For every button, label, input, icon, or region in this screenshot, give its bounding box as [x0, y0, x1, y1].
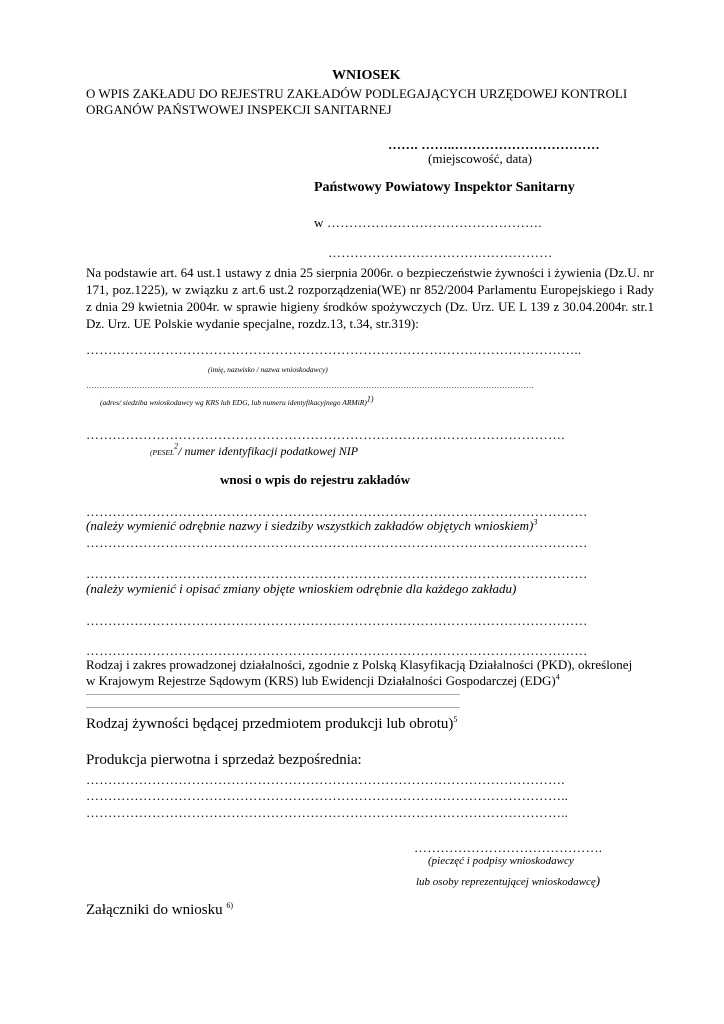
food-type-wrap: [86, 716, 457, 733]
activity-footnote: 4: [555, 672, 560, 682]
pesel-label: (PESEL: [150, 448, 175, 457]
nip-label: / numer identyfikacji podatkowej NIP: [178, 444, 359, 458]
attachments-footnote: 6): [226, 901, 234, 910]
food-type-text: Rodzaj żywności będącej przedmiotem produkcji lub obrotu): [86, 716, 454, 732]
activity-text-line2: w Krajowym Rejestrze Sądowym (KRS) lub Ewidencji Działalności Gospodarczej (EDG): [86, 673, 556, 688]
attachments-wrap: [86, 902, 233, 919]
changes-dots-2: ……………………………………………………………………………………………………: [86, 613, 588, 628]
primary-production-dots-2: ………………………………………………………………………………………………..: [86, 788, 569, 803]
activity-text-line1: Rodzaj i zakres prowadzonej działalności, zgodnie z Polską Klasyfikacją Działalności (PKD), określonej: [86, 657, 633, 672]
applicant-name-dots: …………………………………………………………………………………………………..: [86, 342, 582, 357]
activity-text-line2-wrap: [86, 673, 560, 689]
document-subtitle-line2: ORGANÓW PAŃSTWOWEJ INSPEKCJI SANITARNEJ: [86, 102, 392, 117]
signature-label-2-close: ): [595, 873, 601, 888]
document-subtitle-line1: O WPIS ZAKŁADU DO REJESTRU ZAKŁADÓW PODLEGAJĄCYCH URZĘDOWEJ KONTROLI: [86, 86, 628, 101]
place-date-label: (miejscowość, data): [428, 151, 532, 166]
addressee-w-line: w ………………………………………….: [314, 215, 542, 230]
addressee-title: Państwowy Powiatowy Inspektor Sanitarny: [314, 180, 575, 195]
establishments-dots-1: ……………………………………………………………………………………………………: [86, 504, 588, 519]
changes-dots-1: ……………………………………………………………………………………………………: [86, 566, 588, 581]
place-date-dots: ……. ……..……………………………: [388, 137, 600, 152]
addressee-extra-line: ……………………………………………: [328, 245, 553, 260]
applicant-address-footnote: 1): [366, 394, 374, 404]
applicant-id-dots: ……………………………………………………………………………………………….: [86, 427, 565, 442]
primary-production-dots-3: ………………………………………………………………………………………………..: [86, 805, 569, 820]
signature-dots: …………………………………….: [414, 840, 603, 855]
signature-label-2: lub osoby reprezentującej wnioskodawcę: [416, 876, 596, 888]
food-type-footnote: 5: [453, 715, 458, 724]
applicant-address-dots: ……………………………………………………………………………………………………………………………………………………: [86, 381, 534, 390]
legal-basis-paragraph: Na podstawie art. 64 ust.1 ustawy z dnia 25 sierpnia 2006r. o bezpieczeństwie żywności i żywienia (Dz.U. nr 171, poz.1225), w związku z art.6 ust.2 rozporządzenia(WE) nr 852/2004 Parlamentu Europejskiego i Rady z dnia 29 kwietnia 2004r. w sprawie higieny środków spożywczych (Dz. Urz. UE L 139 z 30.04.2004r. str.1 Dz. Urz. UE Polskie wydanie specjalne, rozdz.13, t.34, str.319):: [86, 265, 654, 331]
pesel-footnote: 2: [174, 441, 179, 451]
establishments-footnote: 3: [533, 517, 538, 527]
applicant-address-label: (adres/ siedziba wnioskodawcy wg KRS lub EDG, lub numeru identyfikacyjnego ARMiR): [100, 398, 367, 407]
document-title: WNIOSEK: [332, 68, 401, 83]
primary-production-text: Produkcja pierwotna i sprzedaż bezpośrednia:: [86, 752, 362, 768]
applicant-name-label: (imię, nazwisko / nazwa wnioskodawcy): [208, 365, 328, 374]
establishments-dots-2: ……………………………………………………………………………………………………: [86, 535, 588, 550]
request-heading: wnosi o wpis do rejestru zakładów: [220, 472, 411, 487]
attachments-text: Załączniki do wniosku: [86, 902, 223, 918]
applicant-id-label: [150, 442, 358, 460]
changes-label: (należy wymienić i opisać zmiany objęte wnioskiem odrębnie dla każdego zakładu): [86, 581, 517, 596]
applicant-address-label-wrap: [100, 394, 374, 407]
establishments-label: (należy wymienić odrębnie nazwy i siedziby wszystkich zakładów objętych wnioskiem): [86, 518, 534, 533]
primary-production-dots-1: ……………………………………………………………………………………………….: [86, 772, 565, 787]
activity-fine-dots-1: ...........................................................................................................................................................................................: [86, 688, 460, 697]
signature-label-1: (pieczęć i podpisy wnioskodawcy: [428, 855, 574, 867]
activity-fine-dots-2: ...........................................................................................................................................................................................: [86, 701, 460, 710]
signature-label-2-wrap: [416, 873, 600, 889]
changes-dots-3: ……………………………………………………………………………………………………: [86, 643, 588, 658]
establishments-label-wrap: [86, 518, 537, 534]
